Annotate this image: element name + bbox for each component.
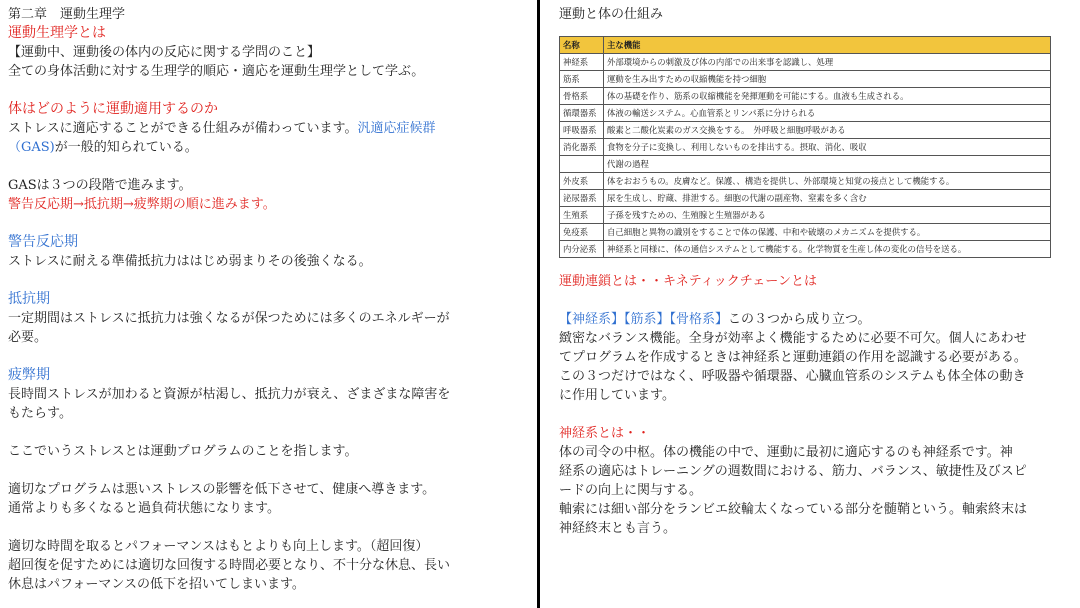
system-name-cell: 消化器系 (560, 139, 604, 156)
table-row (560, 105, 1051, 122)
nervous-system-heading: 神経系とは・・ (559, 426, 651, 441)
adaptation-line (8, 138, 537, 157)
system-function-cell: 自己細胞と異物の識別をすることで体の保護、中和や破壊のメカニズムを提供する。 (604, 224, 1051, 241)
chain-text: に作用しています。 (559, 388, 675, 403)
table-row (560, 88, 1051, 105)
alarm-stage-heading: 警告反応期 (8, 234, 78, 250)
systems-text: この３つから成り立つ。 (728, 312, 871, 327)
system-function-cell: 外部環境からの刺激及び体の内部での出来事を認識し、処理 (604, 54, 1051, 71)
resistance-stage-heading: 抵抗期 (8, 291, 50, 307)
gas-term: 汎適応症候群 (357, 121, 436, 136)
stress-note: ここでいうストレスとは運動プログラムのことを指します。 (8, 444, 358, 459)
definition-heading: 運動生理学とは (8, 25, 106, 41)
system-function-cell: 体の基礎を作り、筋系の収縮機能を発揮運動を可能にする。血液も生成される。 (604, 88, 1051, 105)
adaptation-heading: 体はどのように運動適用するのか (8, 101, 218, 117)
muscular-system-term: 【筋系】 (624, 312, 670, 327)
resistance-stage-text: 必要。 (8, 330, 48, 345)
table-row (560, 71, 1051, 88)
table-header-row (560, 37, 1051, 54)
system-function-cell: 体液の輸送システム。心血管系とリンパ系に分けられる (604, 105, 1051, 122)
system-function-cell: 運動を生み出すための収縮機能を持つ細胞 (604, 71, 1051, 88)
gas-stages-line: GASは３つの段階で進みます。 (8, 178, 192, 193)
system-name-cell: 神経系 (560, 54, 604, 71)
table-row (560, 173, 1051, 190)
gas-abbrev: （GAS) (8, 140, 55, 155)
system-name-cell: 循環器系 (560, 105, 604, 122)
system-name-cell (560, 156, 604, 173)
system-name-cell: 骨格系 (560, 88, 604, 105)
adaptation-text: ストレスに適応することができる仕組みが備わっています。 (8, 121, 358, 136)
table-row (560, 139, 1051, 156)
system-name-cell: 内分泌系 (560, 241, 604, 258)
system-function-cell: 食物を分子に変換し、利用しないものを排出する。摂取、消化、吸収 (604, 139, 1051, 156)
system-name-cell: 免疫系 (560, 224, 604, 241)
chapter-title: 第二章 運動生理学 (8, 7, 126, 22)
chain-text: 緻密なバランス機能。全身が効率よく機能するために必要不可欠。個人にあわせ (559, 331, 1027, 346)
nerve-text: 経系の適応はトレーニングの週数間における、筋力、バランス、敏捷性及びスピ (559, 464, 1027, 479)
nerve-text: 軸索には細い部分をランビエ絞輪太くなっている部分を髄鞘という。軸索終末は (559, 502, 1028, 517)
nerve-text: ードの向上に関与する。 (559, 483, 703, 498)
table-row (560, 241, 1051, 258)
table-header-cell: 主な機能 (604, 37, 1051, 54)
system-name-cell: 呼吸器系 (560, 122, 604, 139)
table-row (560, 207, 1051, 224)
exhaustion-stage-text: 長時間ストレスが加わると資源が枯渇し、抵抗力が衰え、ざまざまな障害を (8, 387, 451, 402)
table-row (560, 54, 1051, 71)
program-text: 通常よりも多くなると過負荷状態になります。 (8, 501, 280, 516)
table-header-cell: 名称 (560, 37, 604, 54)
page-divider (537, 0, 540, 608)
table-row (560, 156, 1051, 173)
system-function-cell: 尿を生成し、貯蔵、排泄する。細胞の代謝の副産物、窒素を多く含む (604, 190, 1051, 207)
nerve-text: 神経終末とも言う。 (559, 521, 677, 536)
right-page (541, 0, 1080, 608)
skeletal-system-term: 【骨格系】 (669, 312, 729, 327)
system-name-cell: 泌尿器系 (560, 190, 604, 207)
resistance-stage-text: 一定期間はストレスに抵抗力は強くなるが保つためには多くのエネルギーが (8, 311, 450, 326)
alarm-stage-text: ストレスに耐える準備抵抗力ははじめ弱まりその後強くなる。 (8, 254, 372, 269)
table-row (560, 190, 1051, 207)
system-function-cell: 酸素と二酸化炭素のガス交換をする。 外呼吸と細胞呼吸がある (604, 122, 1051, 139)
rest-text: 休息はパフォーマンスの低下を招いてしまいます。 (8, 577, 305, 592)
system-function-cell: 体をおおうもの。皮膚など。保護、、構造を提供し、外部環境と知覚の接点として機能する。 (604, 173, 1051, 190)
left-page (0, 0, 537, 608)
adaptation-line (8, 119, 537, 138)
exhaustion-stage-heading: 疲弊期 (8, 367, 50, 383)
section-title: 運動と体の仕組み (559, 7, 664, 22)
nervous-system-term: 【神経系】 (559, 312, 625, 327)
table-row (560, 224, 1051, 241)
table-row (560, 122, 1051, 139)
system-function-cell: 代謝の過程 (604, 156, 1051, 173)
system-function-cell: 神経系と同様に、体の通信システムとして機能する。化学物質を生産し体の変化の信号を送る。 (604, 241, 1051, 258)
adaptation-text: が一般的知られている。 (54, 140, 198, 155)
system-name-cell: 筋系 (560, 71, 604, 88)
rest-text: 超回復を促すためには適切な回復する時間必要となり、不十分な休息、長い (8, 558, 451, 573)
chain-text: てプログラムを作成するときは神経系と運動連鎖の作用を認識する必要がある。 (559, 350, 1027, 365)
program-text: 適切なプログラムは悪いストレスの影響を低下させて、健康へ導きます。 (8, 482, 436, 497)
exhaustion-stage-text: もたらす。 (8, 406, 72, 421)
system-name-cell: 外皮系 (560, 173, 604, 190)
chain-text: この３つだけではなく、呼吸器や循環器、心臓血管系のシステムも体全体の動き (559, 369, 1026, 384)
nerve-text: 体の司令の中枢。体の機能の中で、運動に最初に適応するのも神経系です。神 (559, 445, 1013, 460)
systems-line (559, 310, 1080, 329)
body-systems-table (559, 36, 1051, 258)
system-name-cell: 生殖系 (560, 207, 604, 224)
kinetic-chain-heading: 運動連鎖とは・・キネティックチェーンとは (559, 274, 818, 289)
definition-line: 【運動中、運動後の体内の反応に関する学問のこと】 (8, 45, 321, 60)
rest-text: 適切な時間を取るとパフォーマンスはもとよりも向上します。（超回復） (8, 539, 429, 554)
definition-line: 全ての身体活動に対する生理学的順応・適応を運動生理学として学ぶ。 (8, 64, 425, 79)
system-function-cell: 子孫を残すための、生殖腺と生殖器がある (604, 207, 1051, 224)
gas-stage-order: 警告反応期→抵抗期→疲弊期の順に進みます。 (8, 197, 276, 212)
